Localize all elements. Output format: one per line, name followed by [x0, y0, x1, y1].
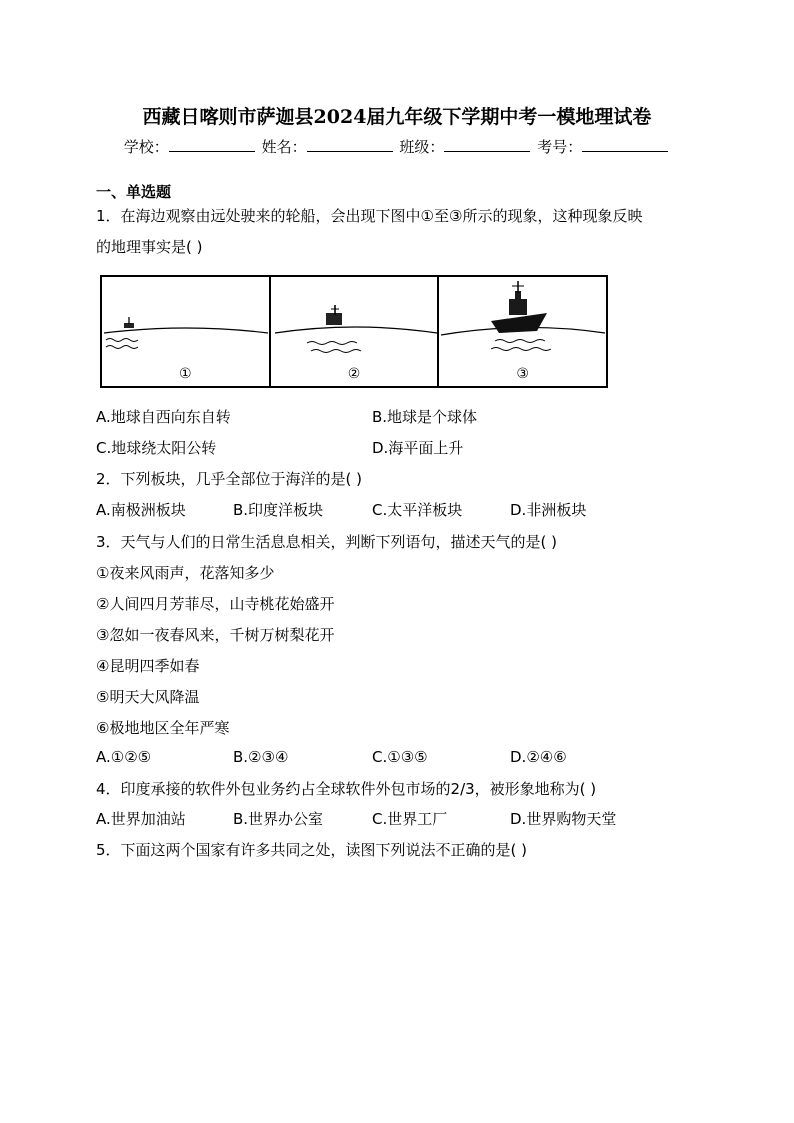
- q1-option-b[interactable]: B.地球是个球体: [372, 408, 478, 426]
- q3-item-4: ④昆明四季如春: [96, 657, 200, 675]
- figure-label-2: ②: [347, 366, 361, 382]
- name-label: 姓名：: [261, 138, 307, 156]
- number-blank[interactable]: [582, 137, 668, 152]
- q3-option-c[interactable]: C.①③⑤: [372, 748, 428, 766]
- q2-option-d[interactable]: D.非洲板块: [510, 501, 587, 519]
- figure-label-1: ①: [179, 366, 192, 382]
- class-blank[interactable]: [444, 137, 530, 152]
- section-heading: 一、单选题: [96, 183, 172, 201]
- figure-panel-1: [102, 277, 271, 386]
- figure-panel-2: [271, 277, 440, 386]
- q1-option-d[interactable]: D.海平面上升: [372, 439, 464, 457]
- figure-panel-3: [439, 277, 606, 386]
- q3-item-6: ⑥极地地区全年严寒: [96, 719, 230, 737]
- q2-option-a[interactable]: A.南极洲板块: [96, 501, 186, 519]
- name-blank[interactable]: [307, 137, 393, 152]
- school-label: 学校：: [123, 138, 169, 156]
- ship-horizon-figure: [100, 275, 608, 388]
- school-blank[interactable]: [169, 137, 255, 152]
- number-label: 考号：: [537, 138, 583, 156]
- q2-option-c[interactable]: C.太平洋板块: [372, 501, 463, 519]
- q1-stem-line1: 1．在海边观察由远处驶来的轮船，会出现下图中①至③所示的现象，这种现象反映: [96, 207, 643, 225]
- q3-item-1: ①夜来风雨声，花落知多少: [96, 564, 275, 582]
- q3-stem: 3．天气与人们的日常生活息息相关，判断下列语句，描述天气的是( ): [96, 533, 558, 551]
- q4-option-b[interactable]: B.世界办公室: [233, 810, 324, 828]
- q1-option-a[interactable]: A.地球自西向东自转: [96, 408, 231, 426]
- q3-option-a[interactable]: A.①②⑤: [96, 748, 152, 766]
- figure-label-3: ③: [516, 366, 529, 382]
- student-info-row: [0, 136, 794, 157]
- q2-option-b[interactable]: B.印度洋板块: [233, 501, 324, 519]
- q4-stem: 4．印度承接的软件外包业务约占全球软件外包市场的2/3，被形象地称为( ): [96, 780, 597, 798]
- q3-item-5: ⑤明天大风降温: [96, 688, 200, 706]
- q2-stem: 2．下列板块，几乎全部位于海洋的是( ): [96, 470, 363, 488]
- q3-option-d[interactable]: D.②④⑥: [510, 748, 567, 766]
- q4-option-c[interactable]: C.世界工厂: [372, 810, 448, 828]
- q4-option-a[interactable]: A.世界加油站: [96, 810, 186, 828]
- q1-option-c[interactable]: C.地球绕太阳公转: [96, 439, 217, 457]
- q3-item-2: ②人间四月芳菲尽，山寺桃花始盛开: [96, 595, 335, 613]
- q1-stem-line2: 的地理事实是( ): [96, 238, 203, 256]
- q3-item-3: ③忽如一夜春风来，千树万树梨花开: [96, 626, 335, 644]
- q4-option-d[interactable]: D.世界购物天堂: [510, 810, 617, 828]
- exam-title: 西藏日喀则市萨迦县2024届九年级下学期中考一模地理试卷: [142, 106, 652, 128]
- class-label: 班级：: [399, 138, 445, 156]
- q3-option-b[interactable]: B.②③④: [233, 748, 289, 766]
- q5-stem: 5．下面这两个国家有许多共同之处，读图下列说法不正确的是( ): [96, 841, 528, 859]
